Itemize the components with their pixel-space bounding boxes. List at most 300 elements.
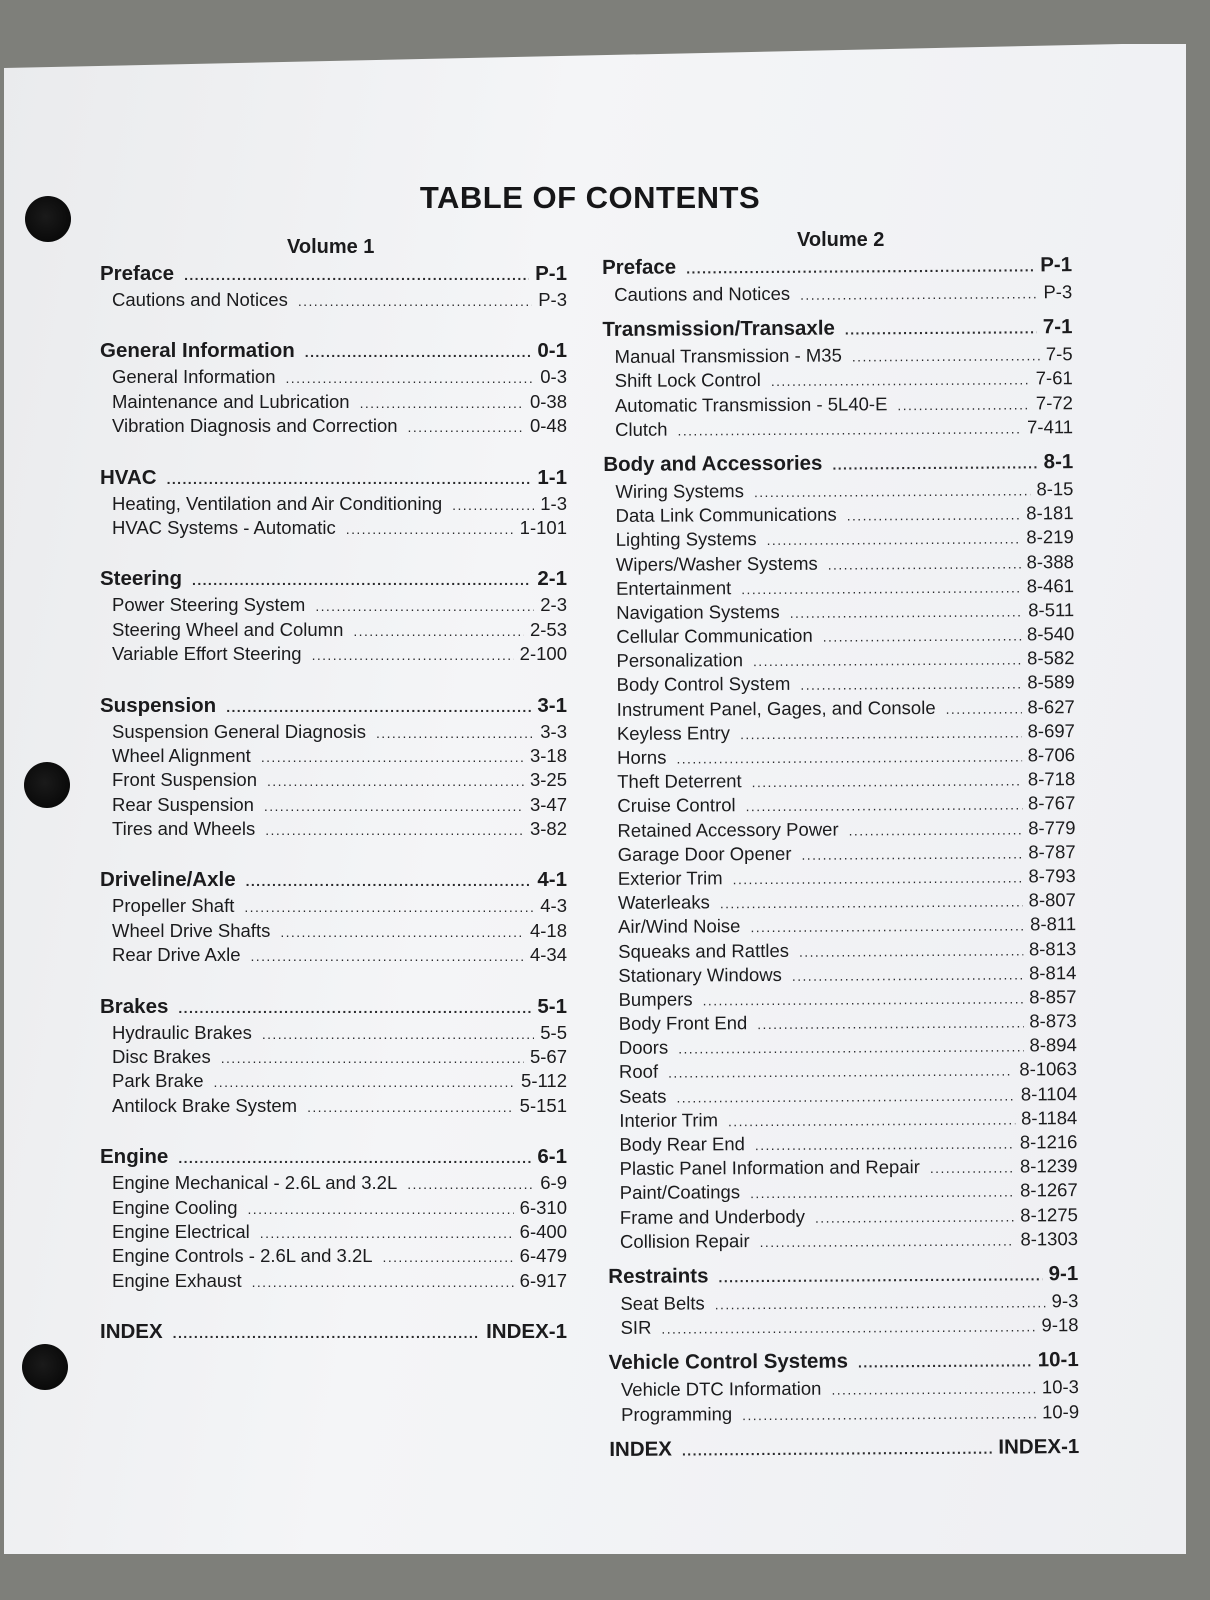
dot-leader [828,555,1021,572]
toc-entry-page-number: 4-34 [529,944,567,966]
toc-entry-page-number: 8-1216 [1019,1131,1078,1153]
dot-leader [184,267,529,283]
toc-entry-page-number: 7-72 [1035,391,1073,413]
dot-leader [742,1405,1036,1423]
toc-entry-page-number: 8-811 [1030,913,1077,935]
toc-entry-label: Garage Door Opener [617,842,792,865]
toc-entry-page-number: 2-3 [540,594,567,616]
toc-entry-page-number: 8-15 [1036,478,1074,500]
toc-entry [606,938,1076,965]
dot-leader [178,1000,531,1016]
toc-entry [100,643,567,667]
toc-section-heading [100,995,567,1022]
toc-entry [100,1022,567,1046]
binder-hole-bottom [22,1344,68,1390]
toc-entry-page-number: 7-411 [1027,415,1074,438]
toc-entry [100,944,567,968]
dot-leader [767,531,1021,549]
dot-leader [771,372,1030,390]
toc-entry-label: Lighting Systems [615,528,757,551]
dot-leader [741,579,1021,597]
dot-leader [315,598,534,614]
toc-entry-page-number: P-3 [538,289,567,310]
toc-entry [605,672,1075,699]
dot-leader [376,725,534,741]
dot-leader [930,1160,1014,1177]
dot-leader [383,1249,514,1265]
dot-leader [799,942,1023,959]
toc-entry-label: Cautions and Notices [614,282,791,305]
toc-entry-label: Hydraulic Brakes [112,1021,252,1043]
dot-leader [746,797,1023,815]
toc-entry-page-number: 6-917 [519,1269,567,1291]
toc-entry [100,1245,567,1269]
dot-leader [800,285,1037,302]
toc-entry-label: Rear Suspension [112,793,254,815]
toc-entry [602,281,1072,308]
toc-index-entry [100,1320,567,1347]
toc-index-entry-page-number: INDEX-1 [486,1320,567,1344]
toc-entry [100,769,567,793]
dot-leader [682,1440,993,1458]
toc-entry-label: Roof [618,1061,659,1083]
toc-entry [606,913,1076,940]
toc-entry-label: Programming [621,1402,733,1425]
toc-entry-label: Horns [616,746,667,768]
toc-entry-page-number: 8-813 [1028,937,1077,959]
toc-entry-page-number: 0-3 [540,366,567,388]
toc-entry-page-number: 8-1303 [1020,1227,1079,1250]
toc-entry [606,986,1076,1013]
toc-entry [605,817,1075,844]
toc-entry [603,343,1073,370]
dot-leader [946,700,1022,716]
dot-leader [677,420,1021,438]
toc-section-heading [608,1262,1078,1293]
toc-section-heading-page-number: 5-1 [537,994,567,1018]
toc-entry-label: Plastic Panel Information and Repair [619,1156,920,1180]
dot-leader [360,395,524,411]
toc-section-heading-page-number: 9-1 [1048,1262,1079,1286]
toc-entry-label: Shift Lock Control [614,369,761,392]
toc-entry-page-number: 5-112 [521,1070,567,1092]
toc-entry-label: Navigation Systems [616,600,780,623]
toc-entry-label: Wheel Alignment [112,744,251,766]
toc-entry [605,744,1075,771]
toc-entry-page-number: 5-151 [519,1094,567,1116]
toc-section [602,315,1073,443]
toc-section-heading [100,694,567,721]
toc-entry-page-number: 8-779 [1028,816,1076,838]
toc-entry-label: Vibration Diagnosis and Correction [112,415,398,437]
toc-entry [604,623,1074,650]
toc-entry-label: Front Suspension [112,769,258,791]
toc-section-heading [100,339,567,366]
toc-entry-page-number: 8-461 [1026,574,1075,597]
toc-entry-label: SIR [620,1316,652,1339]
toc-section-heading-page-number: 4-1 [537,868,567,892]
toc-section [603,450,1078,1255]
toc-entry-page-number: 0-38 [529,390,567,412]
toc-index-entry [609,1435,1079,1466]
volume-1-contents [100,262,567,1347]
toc-entry [607,1131,1077,1158]
toc-entry-label: Disc Brakes [112,1046,211,1068]
toc-entry-label: Automatic Transmission - 5L40-E [614,392,888,416]
dot-leader [246,873,532,889]
dot-leader [790,603,1023,620]
toc-section-heading [602,253,1072,284]
toc-section-heading-label: Body and Accessories [603,451,823,476]
dot-leader [800,676,1021,693]
toc-entry [605,696,1075,723]
toc-entry [606,889,1076,916]
toc-entry-page-number: 2-100 [519,643,567,665]
toc-entry [608,1179,1078,1206]
toc-entry-page-number: 8-697 [1027,719,1075,742]
toc-section-heading-page-number: 8-1 [1043,450,1074,474]
toc-entry-page-number: P-3 [1043,281,1073,303]
toc-entry-label: Wiring Systems [615,480,744,502]
toc-entry [608,1204,1078,1231]
dot-leader [897,396,1030,413]
toc-entry-page-number: 8-894 [1029,1034,1077,1056]
toc-section [608,1262,1078,1341]
dot-leader [312,647,514,663]
toc-entry-label: Body Control System [616,673,791,696]
dot-leader [750,918,1024,936]
toc-section [100,339,567,439]
toc-entry [100,721,567,745]
dot-leader [792,966,1023,983]
toc-entry-label: Antilock Brake System [112,1094,298,1116]
dot-leader [858,1354,1032,1371]
toc-section-heading-page-number: P-1 [535,262,567,285]
toc-entry-page-number: 4-18 [529,919,567,941]
toc-entry-label: Engine Cooling [112,1196,238,1218]
toc-section-heading [100,868,567,895]
dot-leader [728,1111,1015,1129]
dot-leader [750,1184,1014,1202]
toc-entry-label: Propeller Shaft [112,895,235,917]
toc-entry-label: Engine Mechanical - 2.6L and 3.2L [112,1172,398,1194]
toc-entry [604,502,1074,529]
toc-entry [100,1070,567,1094]
toc-entry [604,647,1074,674]
toc-entry-page-number: 1-3 [540,492,567,514]
toc-entry [604,599,1074,626]
dot-leader [740,724,1022,742]
toc-section [100,262,567,313]
dot-leader [260,1225,514,1241]
toc-index-entry-label: INDEX [100,1320,163,1344]
toc-section-heading [100,567,567,594]
toc-section-heading-label: Restraints [608,1264,709,1288]
toc-section [100,995,567,1120]
dot-leader [264,798,524,814]
dot-leader [452,497,534,513]
dot-leader [353,623,524,639]
page-title: TABLE OF CONTENTS [419,180,761,215]
toc-index-entry-label: INDEX [609,1437,673,1461]
dot-leader [661,1318,1035,1336]
toc-entry-label: Waterleaks [617,891,710,914]
toc-entry-page-number: 7-5 [1045,343,1073,365]
toc-entry-label: Entertainment [615,576,732,599]
toc-entry-page-number: 8-219 [1026,526,1074,548]
toc-entry [607,1083,1077,1110]
volume-2-contents [602,253,1079,1466]
dot-leader [298,293,532,309]
toc-entry-page-number: 9-18 [1041,1314,1079,1336]
toc-entry-label: Collision Repair [619,1229,750,1252]
toc-entry [100,493,567,517]
toc-entry [604,551,1074,578]
volume-2-heading: Volume 2 [797,229,885,251]
toc-entry [608,1155,1078,1182]
dot-leader [720,894,1023,912]
toc-entry-page-number: 8-1184 [1020,1106,1078,1129]
toc-entry-page-number: 8-582 [1027,647,1075,669]
toc-section-heading-page-number: 3-1 [537,693,567,717]
dot-leader [408,419,524,435]
toc-entry-page-number: 8-627 [1027,695,1075,718]
toc-entry-label: Suspension General Diagnosis [112,720,367,742]
toc-entry-page-number: 8-540 [1026,623,1075,645]
toc-entry [606,962,1076,989]
toc-entry-label: Retained Accessory Power [617,818,839,841]
dot-leader [267,773,524,789]
dot-leader [715,1294,1046,1312]
toc-entry-page-number: 5-5 [540,1021,567,1043]
toc-entry-page-number: 3-47 [529,793,567,815]
dot-leader [307,1099,514,1115]
dot-leader [252,1274,514,1290]
toc-entry-label: Clutch [614,418,668,440]
toc-entry-label: Exterior Trim [617,867,723,889]
toc-section-heading-label: HVAC [100,465,157,489]
toc-entry-label: Frame and Underbody [619,1205,806,1228]
toc-section-heading-page-number: P-1 [1040,253,1073,277]
toc-entry-page-number: 8-1275 [1020,1203,1078,1226]
toc-section-heading-label: Steering [100,567,183,591]
toc-entry-page-number: 4-3 [540,895,567,917]
toc-section-heading [602,315,1072,346]
toc-entry [608,1290,1078,1317]
toc-entry-label: Wheel Drive Shafts [112,919,271,941]
toc-section-heading-label: General Information [100,339,295,363]
toc-entry [100,920,567,944]
toc-entry-label: Steering Wheel and Column [112,618,344,640]
toc-entry-label: Seat Belts [620,1292,705,1314]
toc-entry-page-number: 8-857 [1029,985,1077,1008]
dot-leader [676,748,1021,766]
toc-section-heading-page-number: 10-1 [1037,1348,1079,1372]
toc-entry [100,1095,567,1119]
toc-entry-page-number: 8-1104 [1020,1082,1078,1105]
toc-entry [603,368,1073,395]
dot-leader [676,1087,1015,1105]
toc-section [100,466,567,542]
toc-section [100,868,567,968]
toc-entry-page-number: 6-9 [540,1172,567,1194]
toc-entry-label: Doors [618,1036,669,1059]
toc-entry [603,416,1073,443]
dot-leader [244,899,534,915]
dot-leader [832,455,1037,472]
toc-entry [100,619,567,643]
dot-leader [261,749,524,765]
toc-entry-label: Vehicle DTC Information [620,1377,822,1401]
dot-leader [831,1381,1036,1398]
dot-leader [247,1201,513,1217]
toc-entry-page-number: 8-718 [1027,768,1076,790]
toc-entry-page-number: 0-48 [529,415,567,437]
toc-entry [100,1221,567,1245]
dot-leader [192,572,531,588]
dot-leader [849,821,1023,838]
toc-entry-label: Bumpers [618,988,693,1010]
toc-entry-page-number: 3-82 [529,818,567,840]
toc-entry-page-number: 6-310 [519,1196,567,1218]
dot-leader [407,1176,534,1192]
toc-entry-label: Body Rear End [619,1133,745,1155]
toc-section-heading [100,466,567,493]
toc-entry [100,745,567,769]
dot-leader [178,1150,531,1166]
toc-entry-page-number: 3-25 [529,769,567,791]
toc-entry [606,865,1076,892]
toc-entry-label: Tires and Wheels [112,818,256,840]
toc-entry [100,366,567,390]
binder-hole-middle [24,762,70,808]
toc-entry [603,392,1073,419]
toc-entry-label: Cautions and Notices [112,289,288,310]
dot-leader [755,1136,1014,1154]
toc-entry [100,594,567,618]
toc-entry [605,792,1075,819]
toc-entry-label: Rear Drive Axle [112,944,241,966]
toc-section-heading-label: Driveline/Axle [100,868,236,892]
toc-entry [100,517,567,541]
dot-leader [221,1050,524,1066]
toc-entry [609,1376,1079,1403]
toc-entry [100,794,567,818]
toc-entry-label: Power Steering System [112,594,306,616]
toc-entry-label: Stationary Windows [618,963,782,986]
dot-leader [668,1063,1013,1081]
dot-leader [852,348,1040,365]
toc-index-entry-page-number: INDEX-1 [998,1434,1080,1459]
toc-entry [609,1401,1079,1428]
toc-entry [607,1107,1077,1134]
toc-entry [604,575,1074,602]
toc-entry [607,1059,1077,1086]
toc-entry-label: Park Brake [112,1070,204,1092]
toc-entry [100,1197,567,1221]
toc-entry-page-number: 8-1063 [1019,1058,1078,1080]
toc-entry-page-number: 8-787 [1028,840,1076,863]
toc-entry-page-number: 6-400 [519,1220,567,1242]
toc-entry-label: Cellular Communication [616,624,813,647]
toc-entry-page-number: 8-589 [1027,671,1075,693]
toc-entry-page-number: 2-53 [529,618,567,640]
toc-entry-label: Interior Trim [619,1109,719,1131]
toc-entry-label: Personalization [616,649,744,672]
toc-entry-page-number: 6-479 [519,1245,567,1267]
volume-1-heading: Volume 1 [287,236,375,258]
toc-entry-page-number: 8-1239 [1019,1155,1078,1177]
toc-entry [607,1010,1077,1037]
toc-entry-label: Engine Electrical [112,1220,250,1242]
toc-entry-label: Cruise Control [617,794,736,817]
dot-leader [754,482,1031,500]
toc-entry-label: General Information [112,366,276,388]
dot-leader [226,699,531,715]
toc-section-heading [100,1145,567,1172]
dot-leader [686,258,1034,276]
toc-section-heading [609,1348,1079,1379]
toc-entry-page-number: 5-67 [529,1046,567,1068]
toc-entry-label: Heating, Ventilation and Air Conditioning [112,492,443,514]
toc-entry [607,1034,1077,1061]
toc-entry-label: Keyless Entry [616,722,731,744]
toc-section [609,1348,1079,1427]
dot-leader [251,948,524,964]
dot-leader [753,652,1021,670]
toc-entry-label: Variable Effort Steering [112,643,302,665]
dot-leader [847,507,1021,524]
toc-entry-page-number: 10-3 [1041,1376,1079,1398]
dot-leader [718,1267,1042,1285]
toc-entry-page-number: 8-1267 [1020,1179,1078,1201]
toc-entry-page-number: 10-9 [1041,1400,1080,1422]
dot-leader [733,869,1023,887]
toc-section-heading-label: Transmission/Transaxle [602,316,835,342]
toc-entry [100,818,567,842]
toc-entry-page-number: 8-814 [1028,961,1077,984]
toc-section-heading-label: Vehicle Control Systems [608,1349,849,1375]
toc-entry-page-number: 1-101 [519,516,567,538]
toc-section-heading-page-number: 0-1 [537,339,567,363]
dot-leader [286,370,535,386]
dot-leader [801,845,1022,862]
toc-entry-label: Instrument Panel, Gages, and Console [616,696,936,720]
toc-section-heading [603,450,1073,481]
toc-section-heading-page-number: 2-1 [537,567,567,591]
dot-leader [173,1325,480,1341]
toc-entry [603,478,1073,505]
toc-section-heading-label: Preface [100,262,175,285]
toc-entry-label: Maintenance and Lubrication [112,390,350,412]
dot-leader [265,822,524,838]
toc-section [100,567,567,667]
toc-entry-label: Body Front End [618,1012,748,1034]
dot-leader [262,1026,534,1042]
binder-hole-top [25,196,71,242]
toc-section-heading-label: Engine [100,1145,169,1169]
toc-section-heading-label: Preface [602,255,677,279]
toc-entry [100,1172,567,1196]
toc-entry-label: Air/Wind Noise [618,915,741,938]
toc-entry [604,526,1074,553]
toc-entry-label: Manual Transmission - M35 [614,344,842,368]
toc-entry-label: Wipers/Washer Systems [615,552,818,575]
toc-entry-label: Seats [619,1085,667,1107]
dot-leader [280,924,524,940]
toc-entry [100,895,567,919]
toc-entry-label: Engine Controls - 2.6L and 3.2L [112,1245,373,1267]
